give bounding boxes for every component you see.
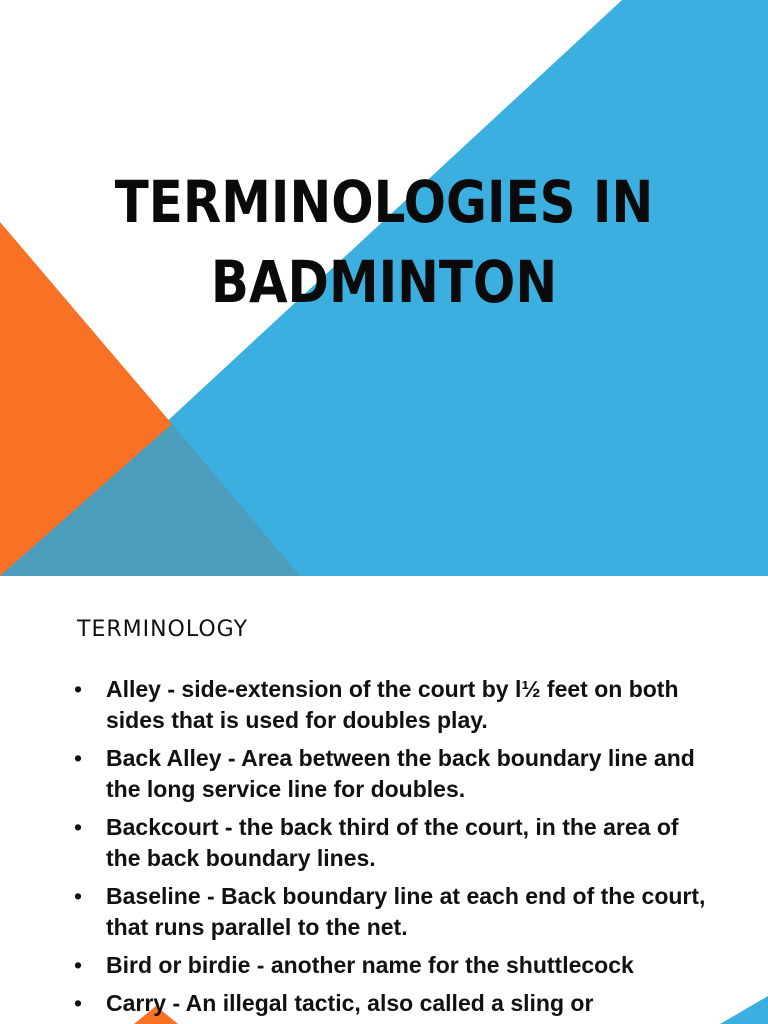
term-text: Backcourt - the back third of the court, in the area of the back boundary lines.	[106, 814, 679, 871]
list-item	[74, 743, 714, 805]
term-list	[74, 674, 714, 1024]
bullet-marker: •	[74, 676, 83, 702]
term-text: Alley - side-extension of the court by l½ feet on both sides that is used for doubles play.	[106, 676, 679, 733]
list-item	[74, 812, 714, 874]
section-heading: TERMINOLOGY	[77, 617, 249, 642]
slide-title-line-1: TERMINOLOGIES IN	[114, 168, 654, 236]
list-item	[74, 950, 714, 981]
bullet-marker: •	[74, 952, 83, 978]
bullet-marker: •	[74, 990, 83, 1016]
list-item	[74, 881, 714, 943]
corner-blue-shape	[720, 996, 768, 1024]
list-item	[74, 988, 714, 1019]
bullet-marker: •	[74, 883, 83, 909]
term-text: Baseline - Back boundary line at each end of the court, that runs parallel to the net.	[106, 883, 706, 940]
bullet-marker: •	[74, 814, 83, 840]
term-text: Carry - An illegal tactic, also called a sling or	[106, 990, 594, 1016]
terminology-slide	[0, 576, 768, 1024]
slide-title	[54, 162, 714, 322]
slide-title-line-2: BADMINTON	[210, 248, 558, 316]
list-item	[74, 674, 714, 736]
bullet-marker: •	[74, 745, 83, 771]
term-text: Bird or birdie - another name for the shuttlecock	[106, 952, 634, 978]
term-text: Back Alley - Area between the back boundary line and the long service line for doubles.	[106, 745, 695, 802]
